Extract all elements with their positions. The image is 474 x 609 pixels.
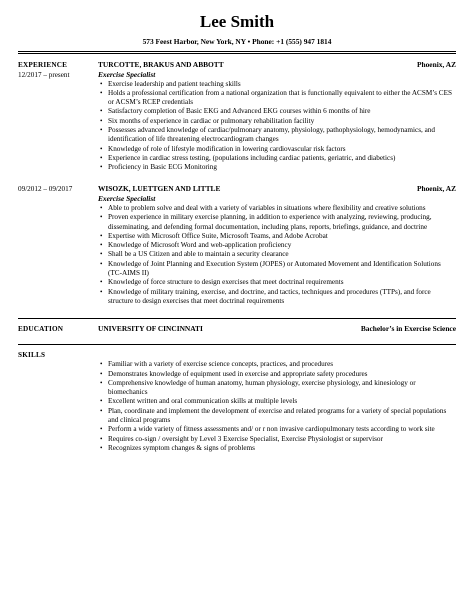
- list-item: • Exercise leadership and patient teaching skills: [98, 80, 456, 89]
- list-item: • Proficiency in Basic ECG Monitoring: [98, 163, 456, 172]
- job-location: Phoenix, AZ: [416, 60, 456, 69]
- list-item: • Knowledge of Joint Planning and Execution System (JOPES) or Automated Movement and Identification Solutions (TC-AIMS II): [98, 260, 456, 279]
- skills-bullets: [98, 360, 456, 453]
- job-header: [98, 184, 456, 194]
- contact-line: 573 Feest Harbor, New York, NY • Phone: +1 (555) 947 1814: [142, 37, 332, 46]
- job-dates: 09/2012 – 09/2017: [18, 185, 73, 194]
- job-bullets: [98, 80, 456, 173]
- job-details: [98, 184, 456, 306]
- list-item: • Experience in cardiac stress testing, (populations including cardiac patients, geriatric, and diabetics): [98, 154, 456, 163]
- list-item: • Knowledge of force structure to design exercises that meet doctrinal requirements: [98, 278, 456, 287]
- list-item: • Holds a professional certification from a national organization that is functionally equivalent to either the ACSM’s CES or ACSM’s RCEP credentials: [98, 89, 456, 108]
- list-item: • Six months of experience in cardiac or pulmonary rehabilitation facility: [98, 117, 456, 126]
- school-name: UNIVERSITY OF CINCINNATI: [98, 324, 203, 334]
- education-left-column: [18, 324, 98, 334]
- list-item: • Knowledge of military training, exercise, and doctrine, and tactics, techniques and procedures (TTPs), and force structure to design exercises that meet doctrinal requirements: [98, 288, 456, 307]
- skills-heading: SKILLS: [18, 351, 46, 360]
- education-heading: EDUCATION: [18, 325, 64, 334]
- job-title: Exercise Specialist: [98, 70, 156, 79]
- list-item: • Satisfactory completion of Basic EKG and Advanced EKG courses within 6 months of hire: [98, 107, 456, 116]
- skills-section: [18, 350, 456, 453]
- list-item: • Knowledge of role of lifestyle modification in lowering cardiovascular risk factors: [98, 145, 456, 154]
- skills-details: [98, 350, 456, 453]
- degree: Bachelor’s in Exercise Science: [360, 324, 456, 334]
- list-item: • Familiar with a variety of exercise science concepts, practices, and procedures: [98, 360, 456, 369]
- list-item: • Knowledge of Microsoft Word and web-application proficiency: [98, 241, 456, 250]
- experience-job-2: [18, 184, 456, 306]
- experience-left-column: [18, 184, 98, 306]
- list-item: • Demonstrates knowledge of equipment used in exercise and appropriate safety procedures: [98, 370, 456, 379]
- job-details: [98, 60, 456, 172]
- section-divider: [18, 344, 456, 345]
- list-item: • Comprehensive knowledge of human anatomy, human physiology, exercise physiology, and kinesiology or biomechanics: [98, 379, 456, 398]
- experience-job-1: [18, 60, 456, 172]
- list-item: • Possesses advanced knowledge of cardiac/pulmonary anatomy, physiology, pathophysiology, hemodynamics, and identification of life threatening electrocardiogram changes: [98, 126, 456, 145]
- candidate-name: Lee Smith: [199, 12, 275, 31]
- job-bullets: [98, 204, 456, 306]
- job-title: Exercise Specialist: [98, 194, 156, 204]
- list-item: • Expertise with Microsoft Office Suite, Microsoft Teams, and Adobe Acrobat: [98, 232, 456, 241]
- job-dates: 12/2017 – present: [18, 71, 70, 79]
- education-section: [18, 324, 456, 334]
- list-item: • Proven experience in military exercise planning, in addition to experience with analyzing, reviewing, producing, disseminating, and defending formal documentation, including plans, reports, briefings, guidance, and doctrine: [98, 213, 456, 232]
- list-item: • Shall be a US Citizen and able to maintain a security clearance: [98, 250, 456, 259]
- company-name: TURCOTTE, BRAKUS AND ABBOTT: [98, 60, 224, 69]
- section-divider: [18, 318, 456, 319]
- education-row: [98, 324, 456, 334]
- list-item: • Excellent written and oral communication skills at multiple levels: [98, 397, 456, 406]
- list-item: • Recognizes symptom changes & signs of problems: [98, 444, 456, 453]
- header-divider: [18, 51, 456, 54]
- list-item: • Perform a wide variety of fitness assessments and/ or r non invasive cardiopulmonary tests according to work site: [98, 425, 456, 434]
- experience-heading: EXPERIENCE: [18, 61, 68, 69]
- job-header: [98, 60, 456, 70]
- list-item: • Requires co-sign / oversight by Level 3 Exercise Specialist, Exercise Physiologist or supervisor: [98, 435, 456, 444]
- company-name: WISOZK, LUETTGEN AND LITTLE: [98, 184, 221, 194]
- list-item: • Plan, coordinate and implement the development of exercise and related programs for a variety of special populations and clinical programs: [98, 407, 456, 426]
- education-details: [98, 324, 456, 334]
- job-location: Phoenix, AZ: [416, 184, 456, 194]
- skills-left-column: [18, 350, 98, 453]
- experience-left-column: [18, 60, 98, 172]
- list-item: • Able to problem solve and deal with a variety of variables in situations where flexibility and creative solutions: [98, 204, 456, 213]
